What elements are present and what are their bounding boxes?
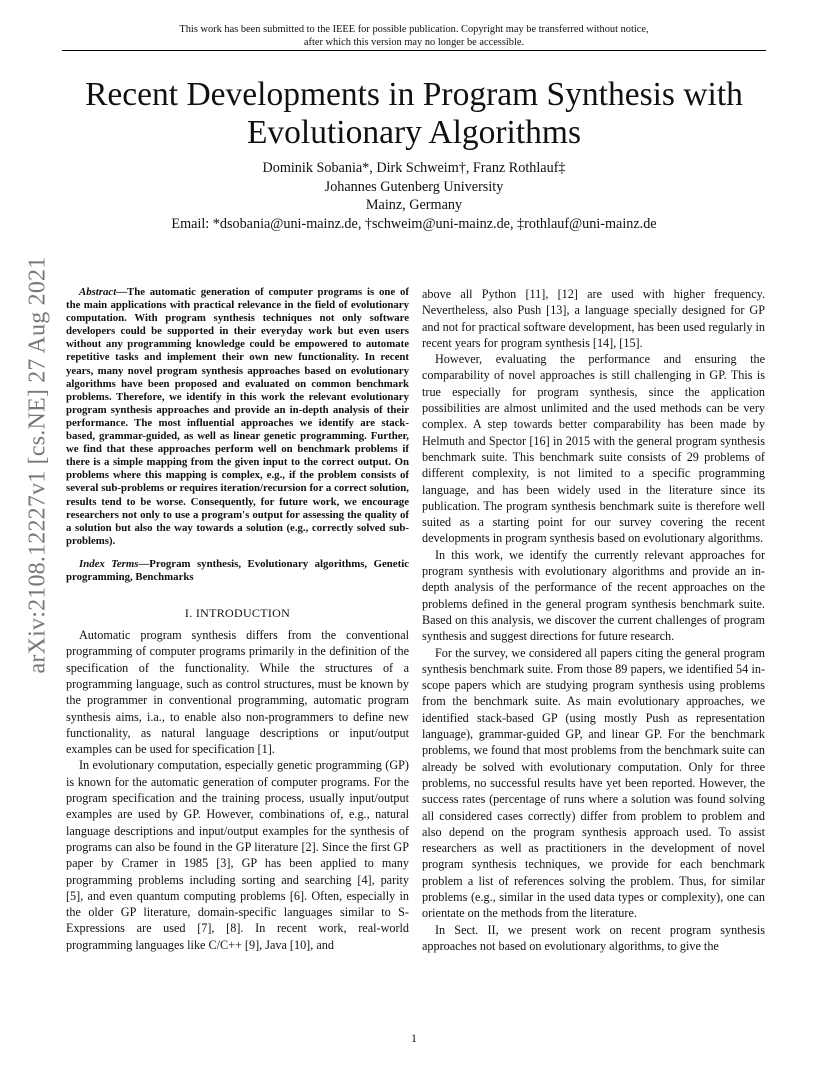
right-paragraph-2: However, evaluating the performance and ensuring the comparability of novel approaches is still challenging in GP. This is true especially for program synthesis, since the application possibilities are almost unlimited and the used methods can be very complex. A step towards better comparability has been made by Helmuth and Spector [16] in 2015 with the general program synthesis benchmark suite. This benchmark suite consists of 29 problems of different complexity, is not limited to a specific programming language, and has been widely used in the literature since its publication. The program synthesis benchmark suite is therefore well suited as a starting point for our survey covering the recent developments in program synthesis based on evolutionary algorithms. xyxy=(422,352,765,546)
paper-title xyxy=(0,76,828,152)
intro-paragraph-2: In evolutionary computation, especially genetic programming (GP) is known for the automatic generation of computer programs. For the program specification and the training process, usually input/output examples are used by GP. However, combinations of, e.g., natural language descriptions and input/output examples for the synthesis of programs can also be found in the GP literature [2]. Since the first GP paper by Cramer in 1985 [3], GP has been applied to many programming problems including sorting and searching [4], parity [5], and even quantum computing problems [6]. Often, especially in the older GP literature, domain-specific languages similar to S-Expressions are used [7], [8]. In recent work, real-world programming languages like C/C++ [9], Java [10], and xyxy=(66,758,409,952)
right-column xyxy=(422,286,765,954)
section-heading-introduction: I. INTRODUCTION xyxy=(184,606,291,621)
left-column xyxy=(66,286,409,953)
author-block xyxy=(0,159,828,233)
author-location: Mainz, Germany xyxy=(365,197,463,213)
copyright-notice xyxy=(0,23,828,49)
arxiv-identifier: arXiv:2108.12227v1 [cs.NE] 27 Aug 2021 xyxy=(24,256,51,674)
right-paragraph-3: In this work, we identify the currently relevant approaches for program synthesis with evolutionary algorithms and provide an in-depth analysis of the performance of the recent approaches on the problems defined in the general program synthesis benchmark suite. Based on this analysis, we discover the current challenges of program synthesis and suggest directions for future research. xyxy=(422,547,765,644)
index-terms-lead: Index Terms xyxy=(79,557,139,570)
abstract-lead: Abstract xyxy=(79,286,117,298)
arxiv-sidebar xyxy=(23,256,53,674)
index-terms-text: —Program synthesis, Evolutionary algorithms, Genetic programming, Benchmarks xyxy=(66,557,409,583)
intro-paragraph-1: Automatic program synthesis differs from the conventional programming of computer programs primarily in the definition of the specification of the functionality. While the structures of a programming language, such as control structures, must be known by the programmer in conventional programming, automatic program synthesis aims, i.a., to enable also non-programmers to define new functionality, as natural language descriptions or input/output examples can be used for specification [1]. xyxy=(66,628,409,757)
abstract xyxy=(66,286,409,548)
author-affiliation: Johannes Gutenberg University xyxy=(324,178,504,195)
abstract-text: —The automatic generation of computer programs is one of the main applications with practical relevance in the field of evolutionary computation. With program synthesis techniques not only software developers could be supported in their everyday work but even users without any programming knowledge could be empowered to automate repetitive tasks and implement their own new functionality. In recent years, many novel program synthesis approaches based on evolutionary algorithms have been proposed and evaluated on common benchmark problems. Therefore, we identify in this work the relevant evolutionary program synthesis approaches and provide an in-depth analysis of their performance. The most influential approaches we identify are stack-based, grammar-guided, as well as linear genetic programming. Further, we find that these approaches perform well on benchmark problems if there is a simple mapping from the given input to the correct output. On problems where this mapping is complex, e.g., if the problem consists of several sub-problems or requires iteration/recursion for a correct solution, results tend to be worse. Consequently, for future work, we encourage researchers not only to use a program's output for assessing the quality of a solution but also the way towards a solution (e.g., correctly solved sub-problems). xyxy=(66,286,409,547)
author-names: Dominik Sobania*, Dirk Schweim†, Franz Rothlauf‡ xyxy=(262,160,566,176)
header-rule xyxy=(62,50,766,51)
right-paragraph-4: For the survey, we considered all papers citing the general program synthesis benchmark suite. From those 89 papers, we identified 54 in-scope papers which are studying program synthesis using problems from the benchmark suite. As main evolutionary approaches, we identified stack-based GP (using mostly Push as representation language), grammar-guided GP, and linear GP. For the benchmark problems, we found that most problems from the benchmark suite can already be solved with evolutionary computation. Only for three problems, no successful results have yet been reported. However, the success rates (percentage of runs where a solution was found solving all considered cases correctly) differ from problem to problem and also depend on the program synthesis approach used. To assist researchers as well as practitioners in the development of novel program synthesis techniques, we provide for each benchmark problem a list of references solving the problem. Thus, for similar problems (e.g., similar in the used data types or complexity), one can orientate on the methods from the literature. xyxy=(422,645,765,921)
title-line-2: Evolutionary Algorithms xyxy=(246,114,582,151)
notice-line-2: after which this version may no longer be accessible. xyxy=(303,37,525,48)
right-paragraph-1: above all Python [11], [12] are used with higher frequency. Nevertheless, also Push [13], a language specially designed for GP and not for practical software development, has been used regularly in recent years for program synthesis [14], [15]. xyxy=(422,287,765,350)
author-emails: Email: *dsobania@uni-mainz.de, †schweim@uni-mainz.de, ‡rothlauf@uni-mainz.de xyxy=(171,215,657,232)
title-line-1: Recent Developments in Program Synthesis with xyxy=(85,76,743,113)
page-number: 1 xyxy=(411,1031,417,1045)
index-terms xyxy=(66,558,409,584)
notice-line-1: This work has been submitted to the IEEE for possible publication. Copyright may be transferred without notice, xyxy=(179,24,649,35)
right-paragraph-5: In Sect. II, we present work on recent program synthesis approaches not based on evolutionary algorithms, to give the xyxy=(422,922,765,953)
